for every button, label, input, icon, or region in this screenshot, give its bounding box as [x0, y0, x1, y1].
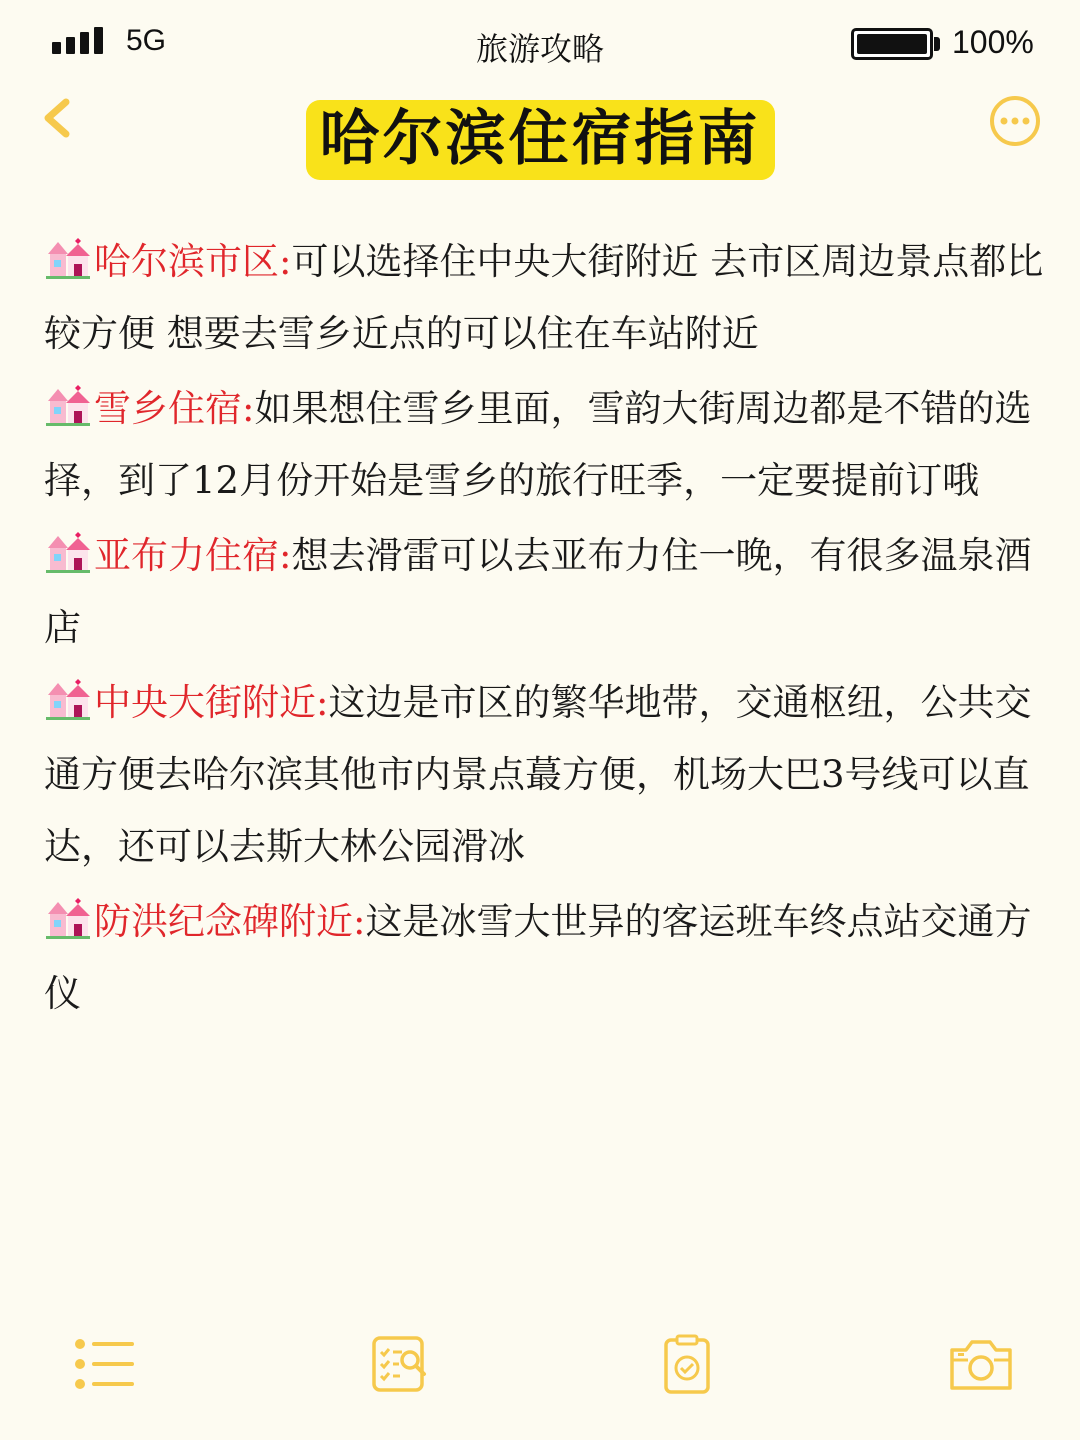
entry-text: 如果想住雪乡里面，雪韵大街周边都是不错的选择，到了12月份开始是雪乡的旅行旺季，一定要提前订哦: [44, 387, 1032, 502]
entry-text: 这边是市区的繁华地带，交通枢纽，公共交通方便去哈尔滨其他市内景点蕞方便，机场大巴3号线可以直达，还可以去斯大林公园滑冰: [44, 681, 1032, 868]
entry-text: 想去滑雷可以去亚布力住一晚，有很多温泉酒店: [44, 534, 1032, 649]
entry-label: 哈尔滨市区:: [94, 240, 292, 283]
checklist-search-button[interactable]: [366, 1334, 432, 1394]
clipboard-check-icon: [654, 1334, 720, 1394]
house-icon: [44, 677, 92, 721]
house-icon: [44, 383, 92, 427]
entry-harbin-city: [44, 226, 1044, 370]
checklist-search-icon: [366, 1334, 432, 1394]
entry-label: 中央大街附近:: [94, 681, 329, 724]
entry-text: 可以选择住中央大街附近 去市区周边景点都比较方便 想要去雪乡近点的可以住在车站附近: [44, 240, 1044, 355]
entry-flood-monument: [44, 886, 1044, 1030]
entry-central-street: [44, 667, 1044, 883]
title-wrap: [0, 100, 1080, 180]
entry-snow-town: [44, 373, 1044, 517]
entry-text: 这是冰雪大世异的客运班车终点站交通方仪: [44, 900, 1032, 1015]
page-title: 哈尔滨住宿指南: [306, 100, 775, 180]
house-icon: [44, 236, 92, 280]
camera-icon: [948, 1334, 1014, 1394]
entry-label: 雪乡住宿:: [94, 387, 255, 430]
clipboard-button[interactable]: [654, 1334, 720, 1394]
more-button[interactable]: [988, 94, 1042, 148]
battery-icon: [851, 28, 933, 60]
network-type: 5G: [126, 24, 167, 57]
battery-level: [857, 34, 927, 54]
more-dots-icon: [988, 94, 1042, 148]
entry-yabuli: [44, 520, 1044, 664]
house-icon: [44, 530, 92, 574]
battery-percent: 100%: [952, 24, 1034, 60]
entry-label: 亚布力住宿:: [94, 534, 292, 577]
entry-label: 防洪纪念碑附近:: [94, 900, 366, 943]
status-bar-title: 旅游攻略: [475, 30, 604, 68]
content: [44, 226, 1044, 1033]
battery-cap: [934, 37, 940, 51]
list-icon: [72, 1334, 138, 1394]
house-icon: [44, 896, 92, 940]
camera-button[interactable]: [948, 1334, 1014, 1394]
list-button[interactable]: [72, 1334, 138, 1394]
status-bar: [0, 0, 1080, 86]
